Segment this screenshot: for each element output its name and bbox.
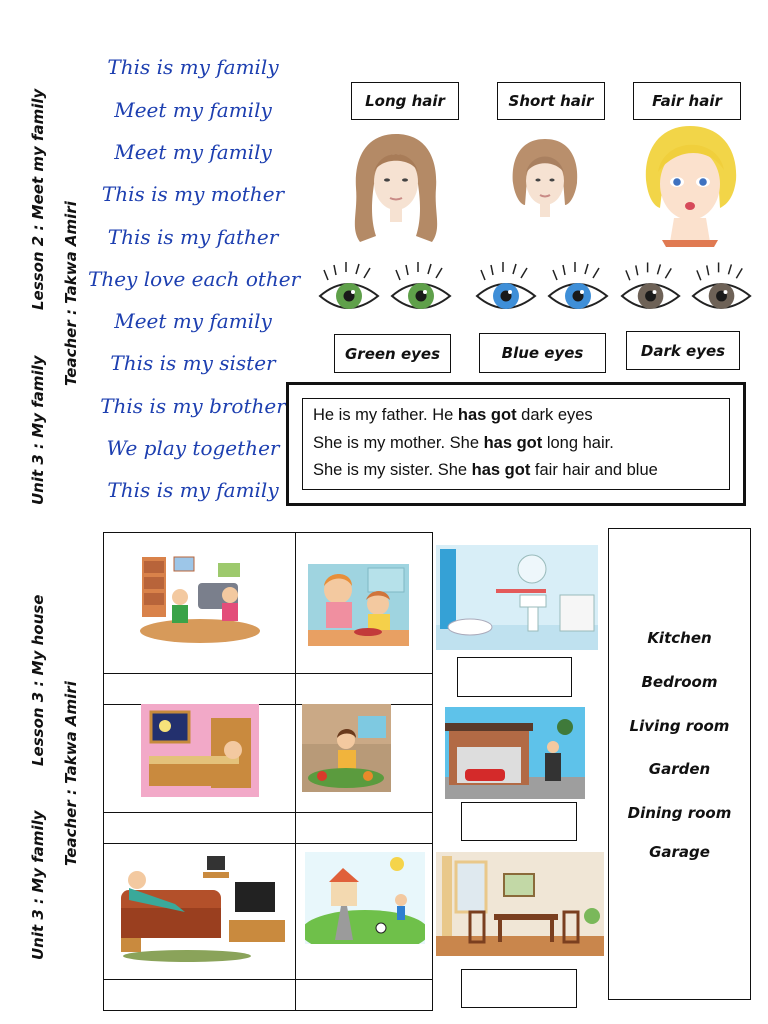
sentence-mother: She is my mother. She has got long hair. xyxy=(313,433,614,452)
unit-title-bottom: Unit 3 : My family xyxy=(29,810,47,960)
blue-eyes-image xyxy=(474,262,616,328)
bathroom-image xyxy=(436,545,598,650)
answer-cell[interactable] xyxy=(295,673,433,705)
answer-cell[interactable] xyxy=(103,673,296,705)
word-living-room: Living room xyxy=(629,717,730,735)
label-short-hair: Short hair xyxy=(497,82,605,120)
label-green-eyes: Green eyes xyxy=(334,334,451,373)
dark-eyes-image xyxy=(620,262,758,328)
song-line: Meet my family xyxy=(114,98,272,122)
answer-box-garage[interactable] xyxy=(461,802,577,841)
word-garden: Garden xyxy=(648,760,711,778)
song-line: This is my family xyxy=(107,55,279,79)
song-line: This is my mother xyxy=(101,182,285,206)
long-hair-face-image xyxy=(346,128,446,248)
teacher-name-bottom: Teacher : Takwa Amiri xyxy=(62,681,80,866)
garden-image xyxy=(305,852,425,944)
fair-hair-face-image xyxy=(640,122,740,247)
song-line: Meet my family xyxy=(114,309,272,333)
answer-cell[interactable] xyxy=(295,812,433,844)
label-blue-eyes: Blue eyes xyxy=(479,333,606,373)
answer-cell[interactable] xyxy=(295,979,433,1011)
song-line: This is my father xyxy=(107,225,279,249)
word-garage: Garage xyxy=(649,843,710,861)
answer-cell[interactable] xyxy=(103,812,296,844)
song-line: We play together xyxy=(106,436,280,460)
garage-image xyxy=(445,707,585,799)
song-line: This is my family xyxy=(107,478,279,502)
song-line: They love each other xyxy=(88,267,301,291)
lesson-title-top: Lesson 2 : Meet my family xyxy=(29,88,47,310)
unit-title-top: Unit 3 : My family xyxy=(29,355,47,505)
playroom-image xyxy=(138,553,262,645)
answer-box-bathroom[interactable] xyxy=(457,657,572,697)
word-dining-room: Dining room xyxy=(627,804,732,822)
dining-room-image xyxy=(436,852,604,956)
sentence-sister: She is my sister. She has got fair hair and blue xyxy=(313,461,658,479)
sentence-father: He is my father. He has got dark eyes xyxy=(313,406,593,424)
short-hair-face-image xyxy=(505,135,585,225)
song-line: This is my sister xyxy=(110,351,276,375)
teacher-name-top: Teacher : Takwa Amiri xyxy=(62,201,80,386)
label-dark-eyes: Dark eyes xyxy=(626,331,740,370)
lesson-title-bottom: Lesson 3 : My house xyxy=(29,594,47,766)
song-line: Meet my family xyxy=(114,140,272,164)
kitchen-girl-image xyxy=(302,704,391,792)
sentences-box xyxy=(302,398,730,490)
living-room-image xyxy=(115,850,287,965)
kitchen-cooking-image xyxy=(308,564,409,646)
word-kitchen: Kitchen xyxy=(647,629,712,647)
label-fair-hair: Fair hair xyxy=(633,82,741,120)
answer-cell[interactable] xyxy=(103,979,296,1011)
green-eyes-image xyxy=(318,262,458,328)
word-bedroom: Bedroom xyxy=(641,673,718,691)
song-line: This is my brother xyxy=(100,394,286,418)
bedroom-image xyxy=(141,704,259,797)
label-long-hair: Long hair xyxy=(351,82,459,120)
answer-box-dining[interactable] xyxy=(461,969,577,1008)
